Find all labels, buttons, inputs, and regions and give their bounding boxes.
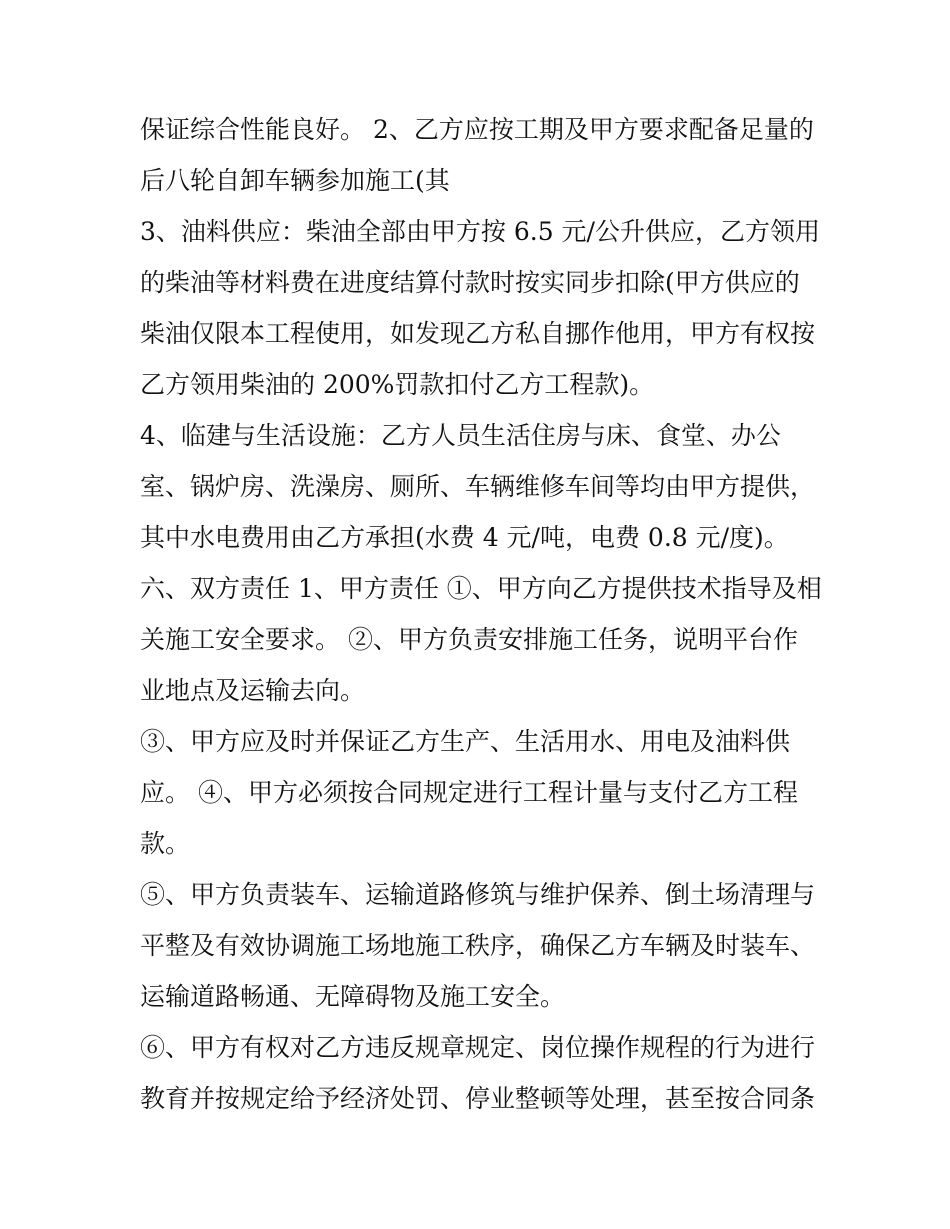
text-line: 的柴油等材料费在进度结算付款时按实同步扣除(甲方供应的 bbox=[140, 268, 800, 297]
text-line: 其中水电费用由乙方承担(水费 4 元/吨，电费 0.8 元/度)。 bbox=[140, 523, 789, 552]
text-line: 保证综合性能良好。 2、乙方应按工期及甲方要求配备足量的 bbox=[140, 115, 814, 144]
text-line: 款。 bbox=[140, 829, 191, 858]
text-line: 运输道路畅通、无障碍物及施工安全。 bbox=[140, 982, 566, 1011]
text-line: 室、锅炉房、洗澡房、厕所、车辆维修车间等均由甲方提供， bbox=[140, 472, 816, 501]
text-line: 柴油仅限本工程使用，如发现乙方私自挪作他用，甲方有权按 bbox=[140, 319, 816, 348]
text-line: 教育并按规定给予经济处罚、停业整顿等处理，甚至按合同条 bbox=[140, 1084, 816, 1113]
text-line: 六、双方责任 1、甲方责任 ①、甲方向乙方提供技术指导及相 bbox=[140, 574, 822, 603]
text-line: 乙方领用柴油的 200%罚款扣付乙方工程款)。 bbox=[140, 370, 655, 399]
text-line: 4、临建与生活设施：乙方人员生活住房与床、食堂、办公 bbox=[140, 421, 781, 450]
text-line: ⑥、甲方有权对乙方违反规章规定、岗位操作规程的行为进行 bbox=[140, 1033, 816, 1062]
text-line: ③、甲方应及时并保证乙方生产、生活用水、用电及油料供 bbox=[140, 727, 791, 756]
text-line: 3、油料供应：柴油全部由甲方按 6.5 元/公升供应，乙方领用 bbox=[140, 217, 820, 246]
text-line: 平整及有效协调施工场地施工秩序，确保乙方车辆及时装车、 bbox=[140, 931, 816, 960]
text-line: 关施工安全要求。 ②、甲方负责安排施工任务，说明平台作 bbox=[140, 625, 798, 654]
document-body bbox=[140, 104, 830, 1124]
text-line: ⑤、甲方负责装车、运输道路修筑与维护保养、倒土场清理与 bbox=[140, 880, 816, 909]
text-line: 业地点及运输去向。 bbox=[140, 676, 366, 705]
text-line: 应。 ④、甲方必须按合同规定进行工程计量与支付乙方工程 bbox=[140, 778, 798, 807]
text-line: 后八轮自卸车辆参加施工(其 bbox=[140, 166, 450, 195]
